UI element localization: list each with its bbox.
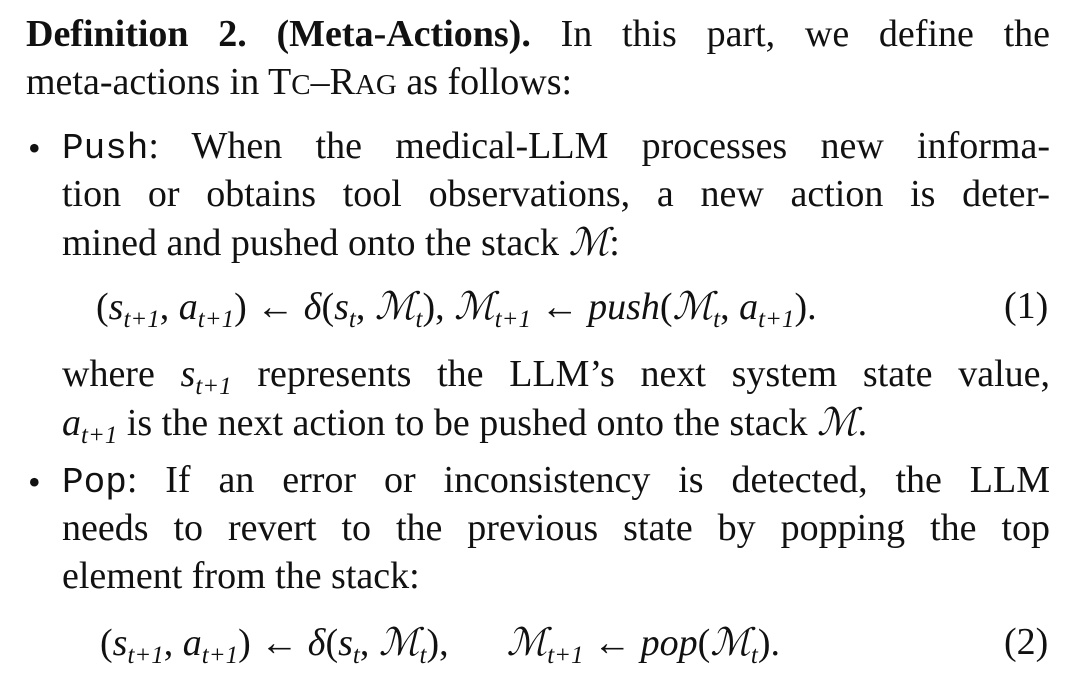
bullet-push: • [28,128,41,168]
push-keyword: Push [62,128,149,169]
definition-line-1 [26,10,1050,58]
equation-2: ($s_{t+1}$, $a_{t+1}$) ← $\delta(s_t$, ℳ$_t$), ℳ$_{t+1}$ ← pop(ℳ$_t$). [100,620,780,669]
push-line-3: mined and pushed onto the stack ℳ: [62,220,620,264]
pop-keyword: Pop [62,462,127,503]
bullet-pop: • [28,462,41,502]
equation-1: ($s_{t+1}$, $a_{t+1}$) ← $\delta(s_t$, ℳ$_t$), ℳ$_{t+1}$ ← push(ℳ$_t$, $a_{t+1}$). [96,284,817,333]
definition-line-2: meta-actions in TC–RAG as follows: [26,61,573,103]
equation-number-1: (1) [1004,285,1049,327]
pop-line-1: Pop: If an error or inconsistency is detected, the LLM [62,459,1050,503]
equation-number-2: (2) [1004,621,1049,663]
pop-line-2: needs to revert to the previous state by popping the top [62,507,1050,549]
push-explanation-line-2: $a_{t+1}$ is the next action to be pushed onto the stack ℳ. [62,400,868,449]
push-line-1: Push: When the medical-LLM processes new informa- [62,125,1050,169]
method-name: TC–RAG [268,61,397,103]
push-explanation-line-1: where $s_{t+1}$ represents the LLM’s next system state value, [62,353,1050,400]
pop-line-3: element from the stack: [62,555,420,597]
definition-intro-text: In this part, we define the [560,13,1051,55]
stack-symbol: ℳ [568,220,610,264]
definition-title: (Meta-Actions). [276,13,531,55]
definition-label: Definition 2. [26,13,247,55]
push-line-2: tion or obtains tool observations, a new action is deter- [62,173,1050,215]
